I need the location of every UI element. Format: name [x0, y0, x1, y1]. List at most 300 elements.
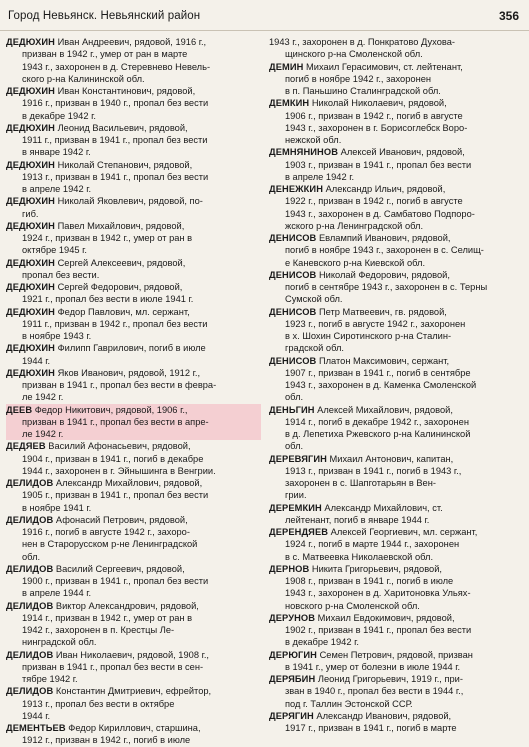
- entry-line: [6, 661, 261, 673]
- surname: ДЕНЕЖКИН: [269, 184, 324, 194]
- entry-line: [6, 587, 261, 599]
- entry: [6, 85, 261, 122]
- page-number: 356: [498, 9, 519, 23]
- entry-text: обл.: [285, 441, 304, 452]
- entry-text: 1944 г.: [22, 710, 51, 721]
- entry-text: новского р-на Смоленской обл.: [285, 600, 420, 611]
- entry-line: [269, 465, 524, 477]
- surname: ДЕМЕНТЬЕВ: [6, 723, 66, 733]
- entry-text: 1908 г., призван в 1941 г., погиб в июле: [285, 576, 454, 586]
- entry-line: [6, 673, 261, 685]
- entry-line: [269, 122, 524, 134]
- entry-line: [6, 563, 261, 575]
- entry: [6, 122, 261, 159]
- entry-text: Иван Николаевич, рядовой, 1908 г.,: [53, 649, 209, 660]
- entry-text: Алексей Иванович, рядовой,: [338, 147, 465, 158]
- entry-text: 1943 г., захоронен в д. Стеревнево Невель-: [22, 61, 211, 72]
- entry-text: щинского р-на Смоленской обл.: [285, 49, 423, 60]
- entry-line: [269, 195, 524, 207]
- surname: ДЕЛИДОВ: [6, 649, 54, 660]
- entry-text: в ноябре 1941 г.: [22, 502, 92, 513]
- entry-line: [6, 342, 261, 354]
- entry-line: [269, 342, 524, 354]
- entry: [269, 453, 524, 502]
- entry-line: [6, 600, 261, 612]
- entry-line: [6, 502, 261, 514]
- surname: ДЕДЮХИН: [6, 220, 55, 231]
- entry-line: [6, 489, 261, 501]
- entry-text: ле 1942 г.: [22, 392, 64, 403]
- entry-line: [269, 183, 524, 195]
- entry-line: [6, 293, 261, 305]
- entry-text: нежской обл.: [285, 135, 342, 145]
- entry-line: [269, 61, 524, 73]
- entry-line: [6, 257, 261, 269]
- entry-line: [269, 489, 524, 501]
- entry-line: [6, 195, 261, 207]
- entry: [269, 355, 524, 404]
- entry-text: ле 1942 г.: [22, 429, 64, 439]
- surname: ДЕНЬГИН: [269, 404, 315, 415]
- entry: [269, 232, 524, 269]
- entry-line: [6, 440, 261, 452]
- entry-line: [269, 624, 524, 636]
- entry-text: 1905 г., призван в 1941 г., пропал без вести: [22, 490, 209, 501]
- entry: [269, 649, 524, 674]
- surname: ДЕЛИДОВ: [6, 686, 54, 697]
- entry-line: [6, 538, 261, 550]
- entry: [269, 306, 524, 355]
- entry-text: 1903 г., призван в 1941 г., пропал без вести: [285, 159, 472, 170]
- entry-text: 1916 г., призван в 1940 г., пропал без вести: [22, 98, 209, 109]
- entry: [269, 502, 524, 527]
- right-column: [269, 36, 524, 734]
- entry-line: [6, 367, 261, 379]
- entry-line: [269, 710, 524, 722]
- entry-line: [269, 698, 524, 710]
- entry-line: [269, 685, 524, 697]
- entry-line: [6, 391, 261, 403]
- entry: [6, 281, 261, 306]
- entry-text: Константин Дмитриевич, ефрейтор,: [53, 686, 212, 697]
- entry-text: Николай Степанович, рядовой,: [54, 159, 193, 170]
- surname: ДЕДЮХИН: [6, 196, 55, 207]
- entry-text: пропал без вести.: [22, 269, 100, 280]
- entry-text: в ноябре 1943 г.: [22, 331, 92, 341]
- entry-line: [269, 636, 524, 648]
- entry-text: в апреле 1942 г.: [22, 184, 92, 194]
- entry-line: [269, 538, 524, 550]
- entry-text: Яков Иванович, рядовой, 1912 г.,: [54, 367, 201, 378]
- entry-line: [6, 85, 261, 97]
- entry-line: [6, 734, 261, 746]
- entry-text: Иван Константинович, рядовой,: [54, 86, 196, 96]
- entry-text: в 1941 г., умер от болезни в июле 1944 г.: [285, 661, 461, 672]
- entry: [269, 183, 524, 232]
- surname: ДЕНИСОВ: [269, 269, 317, 280]
- entry-text: призван в 1941 г., пропал без вести в февра-: [22, 380, 217, 390]
- entry-text: Федор Кириллович, старшина,: [65, 723, 201, 733]
- entry-text: 1944 г., захоронен в г. Эйнышинга в Венгрии.: [22, 465, 216, 476]
- entry-text: 1907 г., призван в 1941 г., погиб в сентябре: [285, 367, 471, 378]
- entry-text: погиб в сентябре 1943 г., захоронен в с. Терны: [285, 282, 488, 292]
- entry-line: [6, 330, 261, 342]
- entry-line: [269, 600, 524, 612]
- entry-text: 1913 г., призван в 1941 г., погиб в 1943 г.,: [285, 465, 462, 476]
- entry-line: [6, 428, 261, 440]
- surname: ДЕДЮХИН: [6, 367, 55, 378]
- surname: ДЕНИСОВ: [269, 233, 317, 243]
- entry-line: [269, 722, 524, 734]
- entry-text: 1900 г., призван в 1941 г., пропал без вести: [22, 576, 209, 586]
- page-header: [0, 0, 529, 31]
- entry-line: [6, 514, 261, 526]
- entry-line: [269, 134, 524, 146]
- entry: [6, 257, 261, 282]
- entry-text: 1917 г., призван в 1941 г., погиб в марте: [285, 723, 457, 733]
- entry-text: Николай Федорович, рядовой,: [316, 269, 450, 280]
- entry-text: 1922 г., призван в 1942 г., погиб в августе: [285, 196, 463, 207]
- entry-line: [6, 208, 261, 220]
- entry: [269, 97, 524, 146]
- entry-line: [6, 698, 261, 710]
- entry-text: градской обл.: [285, 343, 345, 354]
- entry-text: 1943 г., захоронен в д. Каменка Смоленской: [285, 380, 477, 390]
- entry-text: в п. Паньшино Сталинградской обл.: [285, 86, 441, 96]
- entry-text: 1944 г.: [22, 355, 51, 366]
- entry-line: [269, 220, 524, 232]
- entry-line: [269, 514, 524, 526]
- entry-line: [269, 551, 524, 563]
- entry: [6, 685, 261, 722]
- entry-text: 1913 г., пропал без вести в октябре: [22, 698, 175, 709]
- entry-line: [6, 649, 261, 661]
- entry-line: [6, 134, 261, 146]
- entry-line: [269, 73, 524, 85]
- entry-text: 1902 г., призван в 1941 г., пропал без вести: [285, 625, 472, 635]
- entry-line: [6, 722, 261, 734]
- entry-line: [269, 244, 524, 256]
- surname: ДЕДЮХИН: [6, 122, 55, 133]
- entry-line: [269, 367, 524, 379]
- entry-text: Василий Сергеевич, рядовой,: [53, 563, 185, 574]
- entry-line: [6, 355, 261, 367]
- entry-text: 1921 г., пропал без вести в июле 1941 г.: [22, 294, 194, 305]
- running-title: Город Невьянск. Невьянский район: [8, 10, 201, 22]
- entry-text: 1943 г., захоронен в г. Борисоглебск Воро-: [285, 122, 468, 133]
- entry-line: [6, 612, 261, 624]
- entry-line: [6, 379, 261, 391]
- entry: [269, 269, 524, 306]
- entry-text: в апреле 1942 г.: [285, 171, 355, 182]
- entry-line: [6, 159, 261, 171]
- entry-line: [269, 612, 524, 624]
- left-column: [6, 36, 261, 747]
- entry-line: [6, 220, 261, 232]
- entry-line: [6, 551, 261, 563]
- entry-line: [269, 281, 524, 293]
- surname: ДЕДЯЕВ: [6, 441, 46, 452]
- entry-line: [6, 232, 261, 244]
- entry-text: 1913 г., призван в 1941 г., пропал без вести: [22, 171, 209, 182]
- surname: ДЕРНОВ: [269, 563, 310, 574]
- entry-line: [269, 416, 524, 428]
- surname: ДЕМНЯНИНОВ: [269, 147, 339, 158]
- entry-text: Семен Петрович, рядовой, призван: [316, 649, 473, 660]
- entry-text: 1914 г., призван в 1942 г., умер от ран в: [22, 612, 193, 623]
- entry-text: 1943 г., захоронен в д. Харитоновка Ульях-: [285, 588, 471, 599]
- entry-text: в апреле 1944 г.: [22, 588, 92, 599]
- entry-line: [269, 428, 524, 440]
- entry-text: Александр Ильич, рядовой,: [323, 184, 446, 194]
- surname: ДЕЛИДОВ: [6, 514, 54, 525]
- entry-line: [6, 404, 261, 416]
- entry-line: [269, 306, 524, 318]
- entry: [6, 440, 261, 477]
- entry: [6, 600, 261, 649]
- entry-text: нинградской обл.: [22, 637, 97, 648]
- entry-text: Евлампий Иванович, рядовой,: [316, 233, 451, 243]
- entry-text: Сумской обл.: [285, 294, 343, 305]
- surname: ДЕРЯБИН: [269, 674, 316, 684]
- entry-text: погиб в ноябре 1943 г., захоронен в с. Селищ-: [285, 245, 484, 256]
- entry-text: Сергей Федорович, рядовой,: [54, 282, 183, 292]
- entry-text: нен в Старорусском р-не Ленинградской: [22, 539, 198, 550]
- surname: ДЕРЕНДЯЕВ: [269, 527, 329, 537]
- entry-text: тябре 1942 г.: [22, 674, 78, 684]
- entry-text: Федор Павлович, мл. сержант,: [54, 306, 190, 317]
- entry-text: Петр Матвеевич, гв. рядовой,: [316, 306, 447, 317]
- entry-text: Виктор Александрович, рядовой,: [53, 600, 199, 611]
- entry-line: [6, 526, 261, 538]
- entry-text: под г. Таллин Эстонской ССР.: [285, 698, 413, 709]
- entry-line: [6, 465, 261, 477]
- entry-text: захоронен в с. Шапготарьян в Вен-: [285, 478, 436, 488]
- entry-text: 1923 г., погиб в августе 1942 г., захоронен: [285, 318, 466, 329]
- surname: ДЕРЯГИН: [269, 710, 314, 721]
- entry-line: [6, 61, 261, 73]
- entry-text: обл.: [285, 392, 304, 403]
- entry-line: [6, 269, 261, 281]
- entry-line: [269, 257, 524, 269]
- entry-line: [269, 575, 524, 587]
- entry-line: [269, 453, 524, 465]
- entry-text: в д. Лепетиха Ржевского р-на Калининской: [285, 429, 471, 439]
- entry-line: [269, 649, 524, 661]
- entry: [269, 404, 524, 453]
- entry-text: 1943 г., захоронен в д. Понкратово Духова-: [269, 37, 455, 47]
- entry-text: зван в 1940 г., пропал без вести в 1944 г.,: [285, 686, 464, 697]
- entry-line: [6, 575, 261, 587]
- entry-text: Михаил Евдокимович, рядовой,: [315, 612, 455, 623]
- entry-text: 1906 г., призван в 1942 г., погиб в августе: [285, 110, 463, 121]
- surname: ДЕЛИДОВ: [6, 478, 54, 488]
- surname: ДЕРУНОВ: [269, 612, 316, 623]
- entry-text: призван в 1942 г., умер от ран в марте: [22, 49, 188, 60]
- entry-line: [269, 673, 524, 685]
- entry-line: [269, 318, 524, 330]
- surname: ДЕНИСОВ: [269, 355, 317, 366]
- entry-text: 1911 г., призван в 1941 г., пропал без вести: [22, 135, 208, 145]
- entry-line: [269, 563, 524, 575]
- surname: ДЕРЮГИН: [269, 649, 317, 660]
- entry-line: [6, 244, 261, 256]
- entry-text: в с. Матвеевка Николаевской обл.: [285, 551, 434, 562]
- entry-line: [269, 502, 524, 514]
- entry-text: 1942 г., захоронен в п. Крестцы Ле-: [22, 625, 175, 635]
- surname: ДЕРЕМКИН: [269, 502, 322, 513]
- entry-line: [269, 48, 524, 60]
- entry: [6, 367, 261, 404]
- entry-text: гиб.: [22, 208, 39, 219]
- entry: [6, 195, 261, 220]
- entry-text: лейтенант, погиб в январе 1944 г.: [285, 514, 430, 525]
- entry-text: 1924 г., погиб в марте 1944 г., захоронен: [285, 539, 460, 550]
- entry-line: [269, 110, 524, 122]
- entry-line: [6, 36, 261, 48]
- entry: [6, 563, 261, 600]
- entry: [6, 159, 261, 196]
- entry: [269, 36, 524, 61]
- surname: ДЕДЮХИН: [6, 86, 55, 96]
- entry: [269, 61, 524, 98]
- entry-line: [269, 159, 524, 171]
- surname: ДЕДЮХИН: [6, 257, 55, 268]
- entry-text: Федор Никитович, рядовой, 1906 г.,: [32, 404, 188, 415]
- surname: ДЕМИН: [269, 61, 304, 72]
- entry-text: 1943 г., захоронен в д. Самбатово Подпоро-: [285, 208, 475, 219]
- entry-highlighted: [6, 404, 261, 441]
- entry-text: Иван Андреевич, рядовой, 1916 г.,: [54, 37, 207, 47]
- surname: ДЕЕВ: [6, 404, 33, 415]
- entry-line: [6, 306, 261, 318]
- entry-line: [269, 208, 524, 220]
- entry-line: [6, 710, 261, 722]
- entry: [269, 673, 524, 710]
- entry-line: [6, 453, 261, 465]
- entry-text: Александр Михайлович, рядовой,: [53, 478, 203, 488]
- entry-line: [269, 404, 524, 416]
- entry-line: [6, 477, 261, 489]
- entry-text: погиб в ноябре 1942 г., захоронен: [285, 73, 432, 84]
- entry-text: в х. Шохин Сиротинского р-на Сталин-: [285, 331, 452, 341]
- entry-line: [269, 661, 524, 673]
- entry-text: в декабре 1942 г.: [285, 637, 359, 648]
- entry-line: [6, 183, 261, 195]
- surname: ДЕДЮХИН: [6, 306, 55, 317]
- entry: [6, 306, 261, 343]
- entry-text: 1912 г., призван в 1942 г., погиб в июле: [22, 735, 191, 746]
- entry: [269, 526, 524, 563]
- entry-line: [269, 587, 524, 599]
- entry-line: [269, 146, 524, 158]
- entry-line: [6, 624, 261, 636]
- entry-text: е Каневского р-на Киевской обл.: [285, 257, 426, 268]
- entry-line: [269, 379, 524, 391]
- entry-text: 1914 г., погиб в декабре 1942 г., захоронен: [285, 416, 469, 427]
- entry-text: Сергей Алексеевич, рядовой,: [54, 257, 186, 268]
- entry-line: [269, 232, 524, 244]
- entry: [269, 710, 524, 735]
- entry-line: [269, 97, 524, 109]
- surname: ДЕРЕВЯГИН: [269, 453, 327, 464]
- entry-line: [6, 685, 261, 697]
- entry-text: в декабре 1942 г.: [22, 110, 96, 121]
- entry-text: призван в 1941 г., пропал без вести в сен-: [22, 661, 204, 672]
- surname: ДЕДЮХИН: [6, 282, 55, 292]
- entry: [6, 649, 261, 686]
- entry: [6, 220, 261, 257]
- entry-line: [6, 48, 261, 60]
- entry: [6, 477, 261, 514]
- entry-text: 1904 г., призван в 1941 г., погиб в декабре: [22, 453, 204, 464]
- entry-text: Алексей Михайлович, рядовой,: [314, 404, 453, 415]
- entry-text: Николай Николаевич, рядовой,: [309, 98, 447, 109]
- entry: [269, 612, 524, 649]
- entry-text: жского р-на Ленинградской обл.: [285, 220, 424, 231]
- entry-text: 1916 г., погиб в августе 1942 г., захоро-: [22, 527, 190, 537]
- entry-line: [269, 269, 524, 281]
- entry-text: Леонид Григорьевич, 1919 г., при-: [315, 674, 463, 684]
- entry-line: [269, 391, 524, 403]
- entry-text: Николай Яковлевич, рядовой, по-: [54, 196, 203, 207]
- entry-text: Филипп Гаврилович, погиб в июле: [54, 343, 206, 354]
- surname: ДЕЛИДОВ: [6, 563, 54, 574]
- entry-line: [269, 477, 524, 489]
- entry-line: [269, 330, 524, 342]
- surname: ДЕДЮХИН: [6, 37, 55, 47]
- entry-line: [6, 171, 261, 183]
- entry: [269, 563, 524, 612]
- entry-text: грии.: [285, 490, 307, 501]
- entry: [6, 36, 261, 85]
- entry-text: в январе 1942 г.: [22, 147, 91, 158]
- entry-text: Михаил Герасимович, ст. лейтенант,: [303, 61, 463, 72]
- entry-text: Александр Михайлович, ст.: [321, 502, 443, 513]
- entry-line: [269, 440, 524, 452]
- entry-text: Афонасий Петрович, рядовой,: [53, 514, 188, 525]
- entry-text: Михаил Антонович, капитан,: [326, 453, 454, 464]
- entry-line: [6, 73, 261, 85]
- surname: ДЕМКИН: [269, 98, 310, 109]
- entry-text: обл.: [22, 551, 41, 562]
- entry-line: [269, 171, 524, 183]
- entry-text: призван в 1941 г., пропал без вести в апре-: [22, 416, 209, 427]
- entry-text: Александр Иванович, рядовой,: [313, 710, 452, 721]
- entry-text: Алексей Георгиевич, мл. сержант,: [328, 527, 478, 537]
- entry-line: [269, 85, 524, 97]
- entry-line: [269, 355, 524, 367]
- entry-line: [6, 97, 261, 109]
- entry-line: [269, 526, 524, 538]
- entry-line: [269, 293, 524, 305]
- entry: [6, 342, 261, 367]
- entry-line: [6, 110, 261, 122]
- entry: [6, 722, 261, 747]
- entry-text: Платон Максимович, сержант,: [316, 355, 450, 366]
- entry-line: [269, 36, 524, 48]
- entry: [269, 146, 524, 183]
- entry-text: Леонид Васильевич, рядовой,: [54, 122, 188, 133]
- entry-text: ского р-на Калининской обл.: [22, 73, 145, 84]
- entry-text: Василий Афонасьевич, рядовой,: [45, 441, 191, 452]
- entry-text: октябре 1945 г.: [22, 245, 87, 256]
- entry-line: [6, 318, 261, 330]
- entry: [6, 514, 261, 563]
- entry-line: [6, 281, 261, 293]
- entry-text: Никита Григорьевич, рядовой,: [309, 563, 442, 574]
- entry-line: [6, 416, 261, 428]
